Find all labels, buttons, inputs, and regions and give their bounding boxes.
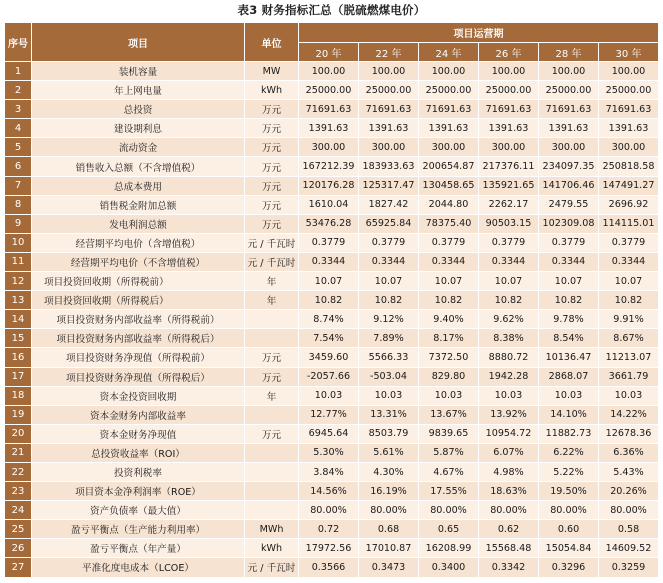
row-value: 9.12%: [359, 310, 419, 329]
row-unit: 万元: [245, 195, 299, 214]
row-value: 100.00: [419, 62, 479, 81]
header-year: 22 年: [359, 43, 419, 62]
row-value: 1391.63: [419, 119, 479, 138]
row-number: 2: [5, 81, 32, 100]
row-unit: 万元: [245, 424, 299, 443]
row-item-label: 流动资金: [32, 138, 245, 157]
row-value: 10.82: [419, 291, 479, 310]
row-number: 19: [5, 405, 32, 424]
row-number: 1: [5, 62, 32, 81]
row-number: 9: [5, 214, 32, 233]
row-value: 12.77%: [299, 405, 359, 424]
row-value: 0.3344: [299, 252, 359, 271]
row-value: 8.17%: [419, 329, 479, 348]
row-value: 80.00%: [539, 501, 599, 520]
row-value: 10.03: [539, 386, 599, 405]
row-value: 167212.39: [299, 157, 359, 176]
row-value: 114115.01: [599, 214, 659, 233]
row-value: 78375.40: [419, 214, 479, 233]
row-value: 100.00: [479, 62, 539, 81]
row-value: 14.56%: [299, 482, 359, 501]
row-value: 5.87%: [419, 443, 479, 462]
row-item-label: 总成本费用: [32, 176, 245, 195]
row-value: 0.3779: [359, 233, 419, 252]
row-value: 135921.65: [479, 176, 539, 195]
row-value: 6945.64: [299, 424, 359, 443]
row-unit: 万元: [245, 367, 299, 386]
table-row: [5, 138, 659, 157]
row-number: 3: [5, 100, 32, 119]
row-value: 1391.63: [359, 119, 419, 138]
row-value: 10.82: [479, 291, 539, 310]
table-row: [5, 310, 659, 329]
table-row: [5, 558, 659, 577]
row-unit: [245, 462, 299, 481]
row-value: 0.60: [539, 520, 599, 539]
row-value: 8.38%: [479, 329, 539, 348]
row-value: 2696.92: [599, 195, 659, 214]
row-number: 16: [5, 348, 32, 367]
table-row: [5, 233, 659, 252]
row-value: 2262.17: [479, 195, 539, 214]
row-value: 9.62%: [479, 310, 539, 329]
row-unit: [245, 501, 299, 520]
row-unit: 万元: [245, 119, 299, 138]
table-row: [5, 272, 659, 291]
row-number: 5: [5, 138, 32, 157]
row-value: -2057.66: [299, 367, 359, 386]
row-value: 3661.79: [599, 367, 659, 386]
row-value: 71691.63: [419, 100, 479, 119]
row-unit: 年: [245, 272, 299, 291]
header-year: 28 年: [539, 43, 599, 62]
row-value: 10.07: [479, 272, 539, 291]
row-value: 16208.99: [419, 539, 479, 558]
row-value: 16.19%: [359, 482, 419, 501]
row-value: 5.22%: [539, 462, 599, 481]
table-row: [5, 100, 659, 119]
row-value: 25000.00: [479, 81, 539, 100]
row-value: 8.67%: [599, 329, 659, 348]
row-value: 53476.28: [299, 214, 359, 233]
row-number: 6: [5, 157, 32, 176]
row-unit: [245, 443, 299, 462]
row-value: 14.22%: [599, 405, 659, 424]
row-item-label: 项目资本金净利润率（ROE）: [32, 482, 245, 501]
row-item-label: 资本金财务净现值: [32, 424, 245, 443]
row-value: 2044.80: [419, 195, 479, 214]
row-value: 17.55%: [419, 482, 479, 501]
table-row: [5, 176, 659, 195]
row-value: 0.3344: [419, 252, 479, 271]
row-unit: 万元: [245, 100, 299, 119]
row-item-label: 销售税金附加总额: [32, 195, 245, 214]
row-value: 300.00: [359, 138, 419, 157]
table-row: [5, 367, 659, 386]
table-row: [5, 157, 659, 176]
row-value: 4.67%: [419, 462, 479, 481]
row-item-label: 项目投资财务内部收益率（所得税后）: [32, 329, 245, 348]
row-item-label: 项目投资财务内部收益率（所得税前）: [32, 310, 245, 329]
row-value: 11882.73: [539, 424, 599, 443]
header-unit: 单位: [245, 23, 299, 62]
row-value: 5.30%: [299, 443, 359, 462]
row-value: 0.3344: [359, 252, 419, 271]
row-value: 13.67%: [419, 405, 479, 424]
table-row: [5, 443, 659, 462]
row-unit: [245, 405, 299, 424]
row-value: 5566.33: [359, 348, 419, 367]
row-value: 80.00%: [359, 501, 419, 520]
row-item-label: 项目投资回收期（所得税前）: [32, 272, 245, 291]
row-unit: 万元: [245, 157, 299, 176]
table-row: [5, 539, 659, 558]
table-row: [5, 386, 659, 405]
row-value: 1942.28: [479, 367, 539, 386]
row-value: 6.36%: [599, 443, 659, 462]
row-value: 10.03: [599, 386, 659, 405]
row-value: 25000.00: [299, 81, 359, 100]
row-value: 0.3566: [299, 558, 359, 577]
row-value: 0.3779: [599, 233, 659, 252]
row-value: 130458.65: [419, 176, 479, 195]
row-value: 1391.63: [539, 119, 599, 138]
table-row: [5, 520, 659, 539]
row-value: 12678.36: [599, 424, 659, 443]
row-number: 25: [5, 520, 32, 539]
row-value: 1391.63: [479, 119, 539, 138]
row-item-label: 盈亏平衡点（生产能力利用率）: [32, 520, 245, 539]
row-item-label: 项目投资回收期（所得税后）: [32, 291, 245, 310]
row-value: 10.82: [359, 291, 419, 310]
table-row: [5, 252, 659, 271]
row-value: 829.80: [419, 367, 479, 386]
table-row: [5, 195, 659, 214]
row-value: 5.43%: [599, 462, 659, 481]
table-row: [5, 62, 659, 81]
row-unit: 元 / 千瓦时: [245, 233, 299, 252]
row-value: 19.50%: [539, 482, 599, 501]
row-value: 13.31%: [359, 405, 419, 424]
row-value: 80.00%: [479, 501, 539, 520]
row-item-label: 平准化度电成本（LCOE）: [32, 558, 245, 577]
row-value: 100.00: [539, 62, 599, 81]
row-value: 250818.58: [599, 157, 659, 176]
table-row: [5, 119, 659, 138]
row-value: 9.91%: [599, 310, 659, 329]
row-value: 5.61%: [359, 443, 419, 462]
row-value: 11213.07: [599, 348, 659, 367]
row-item-label: 资产负债率（最大值）: [32, 501, 245, 520]
row-number: 22: [5, 462, 32, 481]
row-value: 10.07: [599, 272, 659, 291]
row-unit: kWh: [245, 539, 299, 558]
row-number: 27: [5, 558, 32, 577]
row-value: 0.3779: [299, 233, 359, 252]
row-value: 10.07: [539, 272, 599, 291]
header-year: 24 年: [419, 43, 479, 62]
row-value: 4.30%: [359, 462, 419, 481]
row-number: 21: [5, 443, 32, 462]
row-value: 15054.84: [539, 539, 599, 558]
row-value: 90503.15: [479, 214, 539, 233]
header-item: 项目: [32, 23, 245, 62]
row-value: 10.82: [599, 291, 659, 310]
table-row: [5, 405, 659, 424]
header-operating-period: 项目运营期: [299, 23, 659, 43]
row-value: 8.74%: [299, 310, 359, 329]
row-value: 14.10%: [539, 405, 599, 424]
row-item-label: 装机容量: [32, 62, 245, 81]
row-unit: 万元: [245, 138, 299, 157]
table-row: [5, 81, 659, 100]
row-unit: 年: [245, 291, 299, 310]
row-value: 217376.11: [479, 157, 539, 176]
row-value: 141706.46: [539, 176, 599, 195]
row-unit: [245, 482, 299, 501]
row-value: 7.54%: [299, 329, 359, 348]
row-value: 10.82: [539, 291, 599, 310]
row-item-label: 盈亏平衡点（年产量）: [32, 539, 245, 558]
row-value: 1391.63: [599, 119, 659, 138]
row-value: 0.3344: [539, 252, 599, 271]
row-item-label: 销售收入总额（不含增值税）: [32, 157, 245, 176]
row-value: 71691.63: [479, 100, 539, 119]
row-value: 183933.63: [359, 157, 419, 176]
table-row: [5, 214, 659, 233]
row-number: 23: [5, 482, 32, 501]
row-value: 10.07: [299, 272, 359, 291]
row-item-label: 资本金投资回收期: [32, 386, 245, 405]
row-value: 300.00: [479, 138, 539, 157]
row-value: 1610.04: [299, 195, 359, 214]
row-value: 0.3779: [419, 233, 479, 252]
table-row: [5, 482, 659, 501]
row-unit: 万元: [245, 348, 299, 367]
row-unit: 元 / 千瓦时: [245, 252, 299, 271]
row-number: 24: [5, 501, 32, 520]
row-value: 3459.60: [299, 348, 359, 367]
row-value: 10.03: [359, 386, 419, 405]
row-value: 9839.65: [419, 424, 479, 443]
table-body: [5, 62, 659, 578]
row-value: 147491.27: [599, 176, 659, 195]
row-value: 102309.08: [539, 214, 599, 233]
row-value: 17010.87: [359, 539, 419, 558]
row-value: 234097.35: [539, 157, 599, 176]
row-value: 0.58: [599, 520, 659, 539]
row-item-label: 项目投资财务净现值（所得税前）: [32, 348, 245, 367]
row-number: 10: [5, 233, 32, 252]
row-value: 8503.79: [359, 424, 419, 443]
row-value: 80.00%: [419, 501, 479, 520]
table-caption: 表3 财务指标汇总（脱硫燃煤电价）: [237, 3, 426, 17]
row-number: 7: [5, 176, 32, 195]
row-value: 8880.72: [479, 348, 539, 367]
row-value: 1827.42: [359, 195, 419, 214]
header-year: 20 年: [299, 43, 359, 62]
row-value: 0.68: [359, 520, 419, 539]
row-unit: [245, 329, 299, 348]
row-value: 4.98%: [479, 462, 539, 481]
row-value: 71691.63: [299, 100, 359, 119]
row-unit: 万元: [245, 214, 299, 233]
row-value: 25000.00: [599, 81, 659, 100]
row-value: 8.54%: [539, 329, 599, 348]
row-number: 11: [5, 252, 32, 271]
row-item-label: 总投资: [32, 100, 245, 119]
row-value: 14609.52: [599, 539, 659, 558]
row-value: 0.72: [299, 520, 359, 539]
row-value: 9.40%: [419, 310, 479, 329]
header-seq: 序号: [5, 23, 32, 62]
financial-indicators-table: [4, 22, 659, 578]
row-item-label: 经营期平均电价（含增值税）: [32, 233, 245, 252]
row-number: 26: [5, 539, 32, 558]
row-value: 10136.47: [539, 348, 599, 367]
row-value: 6.07%: [479, 443, 539, 462]
row-item-label: 资本金财务内部收益率: [32, 405, 245, 424]
row-value: 18.63%: [479, 482, 539, 501]
row-item-label: 投资利税率: [32, 462, 245, 481]
row-value: 0.62: [479, 520, 539, 539]
row-unit: 年: [245, 386, 299, 405]
row-value: 17972.56: [299, 539, 359, 558]
table-row: [5, 291, 659, 310]
row-value: 20.26%: [599, 482, 659, 501]
row-value: 80.00%: [299, 501, 359, 520]
row-number: 13: [5, 291, 32, 310]
row-value: 10.07: [359, 272, 419, 291]
row-value: 0.3259: [599, 558, 659, 577]
row-value: 6.22%: [539, 443, 599, 462]
row-value: 71691.63: [359, 100, 419, 119]
row-unit: MW: [245, 62, 299, 81]
row-value: 9.78%: [539, 310, 599, 329]
row-value: 7.89%: [359, 329, 419, 348]
table-row: [5, 424, 659, 443]
row-value: 25000.00: [359, 81, 419, 100]
row-number: 4: [5, 119, 32, 138]
header-year: 30 年: [599, 43, 659, 62]
row-number: 15: [5, 329, 32, 348]
row-item-label: 建设期利息: [32, 119, 245, 138]
row-value: 25000.00: [539, 81, 599, 100]
row-item-label: 年上网电量: [32, 81, 245, 100]
row-value: 300.00: [539, 138, 599, 157]
row-value: 10.03: [419, 386, 479, 405]
row-value: 100.00: [359, 62, 419, 81]
row-value: 300.00: [419, 138, 479, 157]
row-item-label: 发电利润总额: [32, 214, 245, 233]
row-unit: kWh: [245, 81, 299, 100]
row-value: 10.82: [299, 291, 359, 310]
row-value: 3.84%: [299, 462, 359, 481]
row-unit: [245, 310, 299, 329]
row-unit: 万元: [245, 176, 299, 195]
row-value: 125317.47: [359, 176, 419, 195]
row-value: 10.03: [299, 386, 359, 405]
row-value: 71691.63: [599, 100, 659, 119]
row-number: 14: [5, 310, 32, 329]
table-row: [5, 329, 659, 348]
row-number: 12: [5, 272, 32, 291]
row-value: 65925.84: [359, 214, 419, 233]
row-item-label: 经营期平均电价（不含增值税）: [32, 252, 245, 271]
row-value: 0.65: [419, 520, 479, 539]
row-value: 10.07: [419, 272, 479, 291]
row-value: 200654.87: [419, 157, 479, 176]
header-year: 26 年: [479, 43, 539, 62]
row-value: 100.00: [299, 62, 359, 81]
row-value: 100.00: [599, 62, 659, 81]
row-value: 0.3400: [419, 558, 479, 577]
row-value: 0.3779: [479, 233, 539, 252]
row-value: 10.03: [479, 386, 539, 405]
row-value: 80.00%: [599, 501, 659, 520]
row-number: 17: [5, 367, 32, 386]
row-value: 10954.72: [479, 424, 539, 443]
row-value: 120176.28: [299, 176, 359, 195]
row-value: 25000.00: [419, 81, 479, 100]
row-value: 300.00: [299, 138, 359, 157]
row-value: 13.92%: [479, 405, 539, 424]
table-row: [5, 462, 659, 481]
table-row: [5, 501, 659, 520]
row-value: 7372.50: [419, 348, 479, 367]
row-value: 71691.63: [539, 100, 599, 119]
row-value: 300.00: [599, 138, 659, 157]
row-value: 0.3342: [479, 558, 539, 577]
row-value: 2868.07: [539, 367, 599, 386]
table-row: [5, 348, 659, 367]
row-value: 0.3344: [479, 252, 539, 271]
row-value: 0.3779: [539, 233, 599, 252]
row-value: 1391.63: [299, 119, 359, 138]
row-value: 0.3296: [539, 558, 599, 577]
row-value: 15568.48: [479, 539, 539, 558]
row-item-label: 总投资收益率（ROI）: [32, 443, 245, 462]
row-unit: 元 / 千瓦时: [245, 558, 299, 577]
row-unit: MWh: [245, 520, 299, 539]
row-value: 2479.55: [539, 195, 599, 214]
row-item-label: 项目投资财务净现值（所得税后）: [32, 367, 245, 386]
row-value: 0.3473: [359, 558, 419, 577]
row-value: 0.3344: [599, 252, 659, 271]
row-value: -503.04: [359, 367, 419, 386]
row-number: 8: [5, 195, 32, 214]
row-number: 18: [5, 386, 32, 405]
row-number: 20: [5, 424, 32, 443]
